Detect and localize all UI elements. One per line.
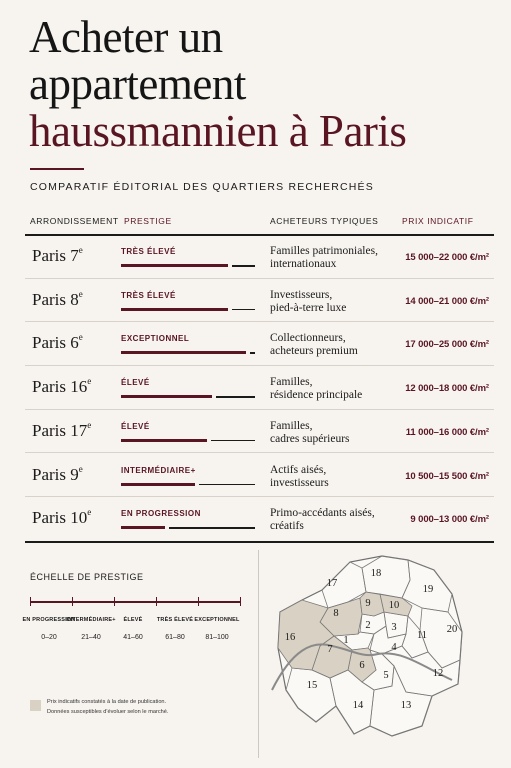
map-label: 5 xyxy=(383,670,389,681)
scale-level-label: TRÈS ÉLEVÉ xyxy=(156,617,194,623)
arrondissement-label: Paris 8 xyxy=(32,289,79,309)
prestige-bar-rest xyxy=(250,352,255,354)
indicative-price: 11 000–16 000 €/m² xyxy=(405,426,489,438)
map-label: 20 xyxy=(446,624,458,635)
prestige-bar-fill xyxy=(121,308,228,311)
ordinal-suffix: e xyxy=(78,332,83,343)
map-label: 19 xyxy=(422,584,434,595)
table-row xyxy=(25,410,494,454)
prestige-bar-rest xyxy=(216,396,255,398)
typical-buyers xyxy=(270,289,390,315)
table-bottom-rule xyxy=(25,541,494,543)
buyers-line-1: Investisseurs, xyxy=(270,288,333,301)
prestige-bar-rest xyxy=(169,527,255,529)
arrondissement-name xyxy=(32,246,83,266)
scale-level-range: 21–40 xyxy=(81,634,101,641)
prestige-bar-rest xyxy=(211,440,255,442)
prestige-level: EXCEPTIONNEL xyxy=(121,334,190,344)
arrondissement-label: Paris 10 xyxy=(32,508,88,528)
typical-buyers xyxy=(270,464,390,490)
legend-line-1: Prix indicatifs constatés à la date de publication. xyxy=(47,699,167,705)
buyers-line-2: cadres supérieurs xyxy=(270,432,350,445)
arrondissement-label: Paris 17 xyxy=(32,420,88,440)
scale-tick xyxy=(114,597,115,606)
prestige-bar-rest xyxy=(232,309,255,311)
prestige-bar-fill xyxy=(121,351,246,354)
ordinal-suffix: e xyxy=(78,245,83,255)
buyers-line-1: Familles patrimoniales, xyxy=(270,245,378,257)
title-line-2: appartement xyxy=(29,59,246,109)
arrondissement-name xyxy=(32,421,91,441)
prestige-level: TRÈS ÉLEVÉ xyxy=(121,290,176,300)
legend-swatch xyxy=(30,700,41,711)
scale-level-range: 81–100 xyxy=(205,634,229,641)
typical-buyers xyxy=(270,420,390,446)
scale-tick xyxy=(198,597,199,606)
prestige-bar-rest xyxy=(232,265,255,267)
prestige-bar-rest xyxy=(199,484,255,486)
indicative-price: 17 000–25 000 €/m² xyxy=(405,339,489,351)
col-prestige: PRESTIGE xyxy=(124,216,172,226)
scale-level-range: 61–80 xyxy=(165,634,185,641)
prestige-bar xyxy=(121,351,255,354)
typical-buyers xyxy=(270,332,390,358)
ordinal-suffix: e xyxy=(87,419,92,430)
scale-level-label: ÉLEVÉ xyxy=(123,617,143,623)
map-label: 14 xyxy=(352,700,364,711)
scale-tick xyxy=(30,597,31,606)
buyers-line-1: Collectionneurs, xyxy=(270,332,346,345)
map-label: 9 xyxy=(365,598,371,609)
prestige-bar xyxy=(121,483,255,486)
arrondissement-label: Paris 16 xyxy=(32,377,88,397)
map-label: 2 xyxy=(365,620,371,631)
prestige-level: ÉLEVÉ xyxy=(121,421,150,431)
buyers-line-2: internationaux xyxy=(270,258,337,270)
prestige-bar xyxy=(121,264,255,267)
scale-tick xyxy=(72,597,73,606)
table-row xyxy=(25,279,494,323)
scale-axis xyxy=(30,601,240,603)
scale-tick xyxy=(156,597,157,606)
prestige-bar xyxy=(121,526,255,529)
title-line-3: haussmannien à Paris xyxy=(29,106,407,156)
map-label: 8 xyxy=(333,608,339,619)
map-label: 16 xyxy=(284,632,296,643)
prestige-level: INTERMÉDIAIRE+ xyxy=(121,465,196,475)
arrondissement-name xyxy=(32,465,83,485)
prestige-bar xyxy=(121,308,255,311)
table-header xyxy=(30,216,494,230)
map-label: 12 xyxy=(432,668,444,679)
legend-line-2: Données susceptibles d'évoluer selon le marché. xyxy=(47,708,169,715)
prestige-bar-fill xyxy=(121,264,228,267)
buyers-line-2: investisseurs xyxy=(270,476,329,489)
arrondissement-label: Paris 7 xyxy=(32,246,79,265)
table-row xyxy=(25,497,494,541)
map-label: 4 xyxy=(391,642,397,653)
indicative-price: 9 000–13 000 €/m² xyxy=(410,514,489,526)
buyers-line-1: Familles, xyxy=(270,376,313,389)
prestige-bar-fill xyxy=(121,439,207,442)
indicative-price: 12 000–18 000 €/m² xyxy=(405,383,489,395)
buyers-line-1: Familles, xyxy=(270,419,313,432)
col-arrondissement: ARRONDISSEMENT xyxy=(30,216,119,226)
subtitle: COMPARATIF ÉDITORIAL DES QUARTIERS RECHERCHÉS xyxy=(30,181,374,193)
buyers-line-2: pied-à-terre luxe xyxy=(270,301,347,314)
map-label: 15 xyxy=(306,680,318,691)
map-label: 3 xyxy=(391,622,397,633)
map-label: 7 xyxy=(327,644,333,655)
map-label: 1 xyxy=(343,635,349,646)
map-label: 11 xyxy=(416,630,428,641)
buyers-line-1: Actifs aisés, xyxy=(270,463,327,476)
arrondissement-name xyxy=(32,508,91,528)
prestige-level: TRÈS ÉLEVÉ xyxy=(121,247,176,256)
prestige-bar-fill xyxy=(121,526,165,529)
page-title xyxy=(29,14,499,155)
table-row xyxy=(25,366,494,410)
prestige-level: EN PROGRESSION xyxy=(121,509,201,519)
arrondissement-name xyxy=(32,290,83,310)
map-label: 17 xyxy=(326,578,338,589)
scale-tick xyxy=(240,597,241,606)
buyers-line-2: résidence principale xyxy=(270,389,363,402)
prestige-bar-fill xyxy=(121,395,212,398)
scale-level-label: INTERMÉDIAIRE+ xyxy=(66,617,116,623)
ordinal-suffix: e xyxy=(78,463,83,474)
scale-level-label: EXCEPTIONNEL xyxy=(194,617,240,623)
indicative-price: 14 000–21 000 €/m² xyxy=(405,295,489,307)
arrondissement-name xyxy=(32,333,83,353)
title-rule xyxy=(30,168,84,170)
map-label: 13 xyxy=(400,700,412,711)
typical-buyers xyxy=(270,245,390,271)
scale-level-range: 0–20 xyxy=(41,634,57,641)
ordinal-suffix: e xyxy=(87,507,92,518)
ordinal-suffix: e xyxy=(78,288,83,299)
prestige-bar xyxy=(121,439,255,442)
section-divider xyxy=(258,550,259,758)
buyers-line-2: acheteurs premium xyxy=(270,345,358,358)
typical-buyers xyxy=(270,507,390,533)
arrondissement-label: Paris 6 xyxy=(32,333,79,353)
prestige-bar xyxy=(121,395,255,398)
col-acheteurs: ACHETEURS TYPIQUES xyxy=(270,216,379,226)
scale-title: ÉCHELLE DE PRESTIGE xyxy=(30,572,144,582)
prestige-level: ÉLEVÉ xyxy=(121,378,150,388)
title-line-1: Acheter un xyxy=(29,12,223,62)
ordinal-suffix: e xyxy=(87,376,92,387)
table-row xyxy=(25,322,494,366)
arrondissement-name xyxy=(32,377,91,397)
paris-map xyxy=(262,550,502,760)
arrondissement-label: Paris 9 xyxy=(32,464,79,484)
buyers-line-2: créatifs xyxy=(270,520,304,533)
table-row xyxy=(25,235,494,279)
prestige-bar-fill xyxy=(121,483,195,486)
legend-text xyxy=(47,698,237,717)
map-label: 18 xyxy=(370,568,382,579)
scale-level-label: EN PROGRESSION xyxy=(22,617,76,623)
typical-buyers xyxy=(270,376,390,402)
col-prix: PRIX INDICATIF xyxy=(402,216,474,226)
map-label: 6 xyxy=(359,660,365,671)
table-row xyxy=(25,454,494,498)
buyers-line-1: Primo-accédants aisés, xyxy=(270,507,375,520)
indicative-price: 10 500–15 500 €/m² xyxy=(405,470,489,482)
scale-level-range: 41–60 xyxy=(123,634,143,641)
map-label: 10 xyxy=(388,600,400,611)
indicative-price: 15 000–22 000 €/m² xyxy=(405,252,489,263)
